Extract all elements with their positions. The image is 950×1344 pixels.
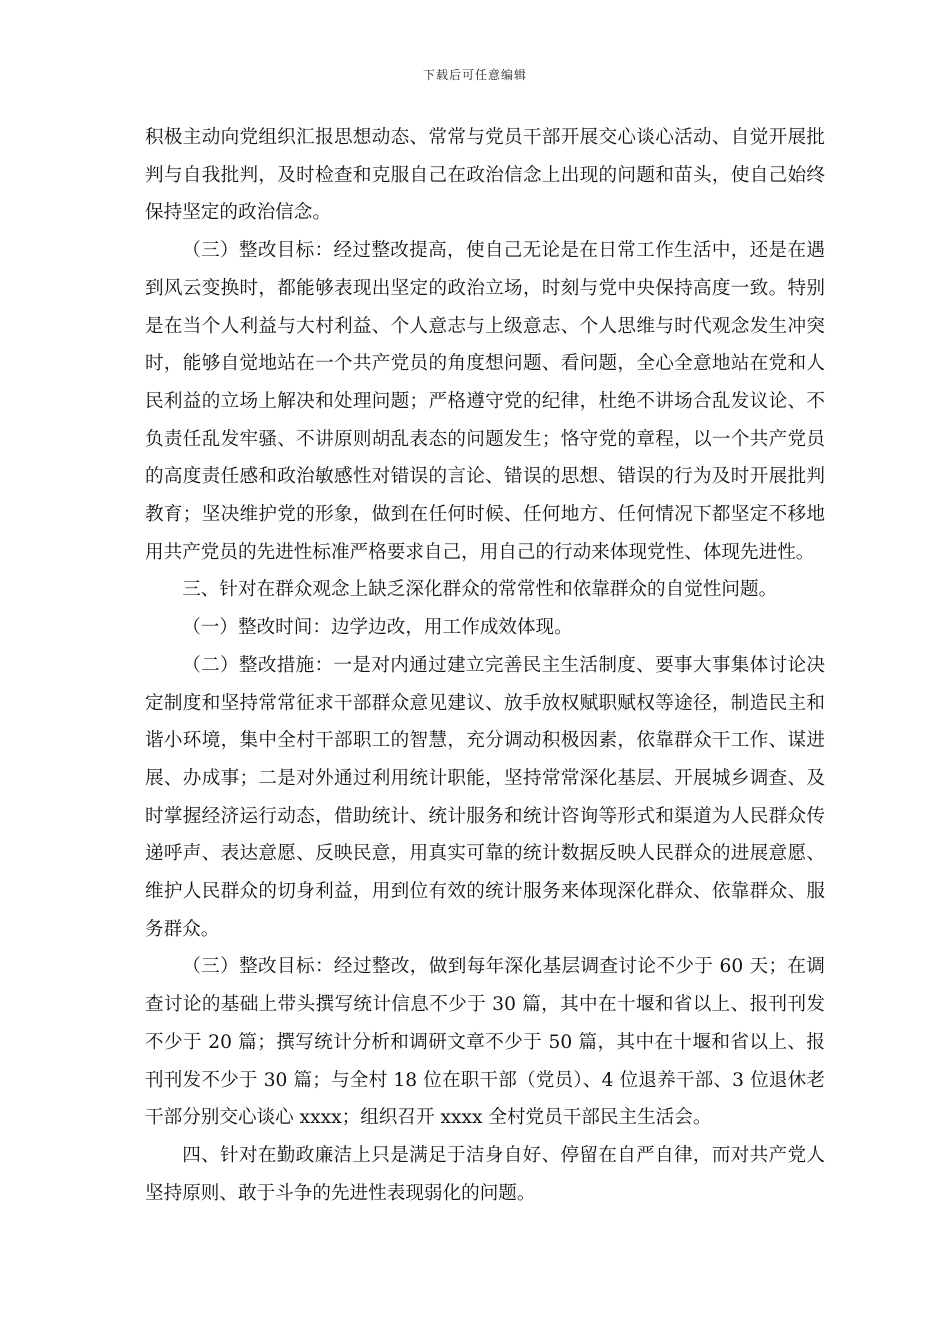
paragraph-rectification-time-3: （一）整改时间：边学边改，用工作成效体现。 xyxy=(182,617,573,639)
paragraph-rectification-measures-3: （二）整改措施：一是对内通过建立完善民主生活制度、要事大事集体讨论决定制度和坚持常常征求干部群众意见建议、放手放权赋职赋权等途径，制造民主和谐小环境，集中全村干部职工的智慧，充分调动积极因素，依靠群众干工作、谋进展、办成事；二是对外通过利用统计职能，坚持常常深化基层、开展城乡调查、及时掌握经济运行动态，借助统计、统计服务和统计咨询等形式和渠道为人民群众传递呼声、表达意愿、反映民意，用真实可靠的统计数据反映人民群众的进展意愿、维护人民群众的切身利益，用到位有效的统计服务来体现深化群众、依靠群众、服务群众。 xyxy=(145,654,825,940)
document-body xyxy=(145,119,825,1212)
paragraph-continuation: 积极主动向党组织汇报思想动态、常常与党员干部开展交心谈心活动、自觉开展批判与自我批判，及时检查和克服自己在政治信念上出现的问题和苗头，使自己始终保持坚定的政治信念。 xyxy=(145,127,825,224)
page-header: 下载后可任意编辑 xyxy=(422,68,527,82)
section-heading-3: 三、针对在群众观念上缺乏深化群众的常常性和依靠群众的自觉性问题。 xyxy=(182,579,778,601)
paragraph-rectification-goal-3: （三）整改目标：经过整改，做到每年深化基层调查讨论不少于 60 天；在调查讨论的基础上带头撰写统计信息不少于 30 篇，其中在十堰和省以上、报刊刊发不少于 20 篇；撰写统计分析和调研文章不少于 50 篇，其中在十堰和省以上、报刊刊发不少于 30 篇；与全村 18 位在职干部（党员）、4 位退养干部、3 位退休老干部分别交心谈心 xxxx；组织召开 xxxx 全村党员干部民主生活会。 xyxy=(145,956,825,1129)
paragraph-rectification-goal-2: （三）整改目标：经过整改提高，使自己无论是在日常工作生活中，还是在遇到风云变换时，都能够表现出坚定的政治立场，时刻与党中央保持高度一致。特别是在当个人利益与大村利益、个人意志与上级意志、个人思维与时代观念发生冲突时，能够自觉地站在一个共产党员的角度想问题、看问题，全心全意地站在党和人民利益的立场上解决和处理问题；严格遵守党的纪律，杜绝不讲场合乱发议论、不负责任乱发牢骚、不讲原则胡乱表态的问题发生；恪守党的章程，以一个共产党员的高度责任感和政治敏感性对错误的言论、错误的思想、错误的行为及时开展批判教育；坚决维护党的形象，做到在任何时候、任何地方、任何情况下都坚定不移地用共产党员的先进性标准严格要求自己，用自己的行动来体现党性、体现先进性。 xyxy=(145,240,825,563)
section-heading-4: 四、针对在勤政廉洁上只是满足于洁身自好、停留在自严自律，而对共产党人坚持原则、敢于斗争的先进性表现弱化的问题。 xyxy=(145,1144,825,1204)
